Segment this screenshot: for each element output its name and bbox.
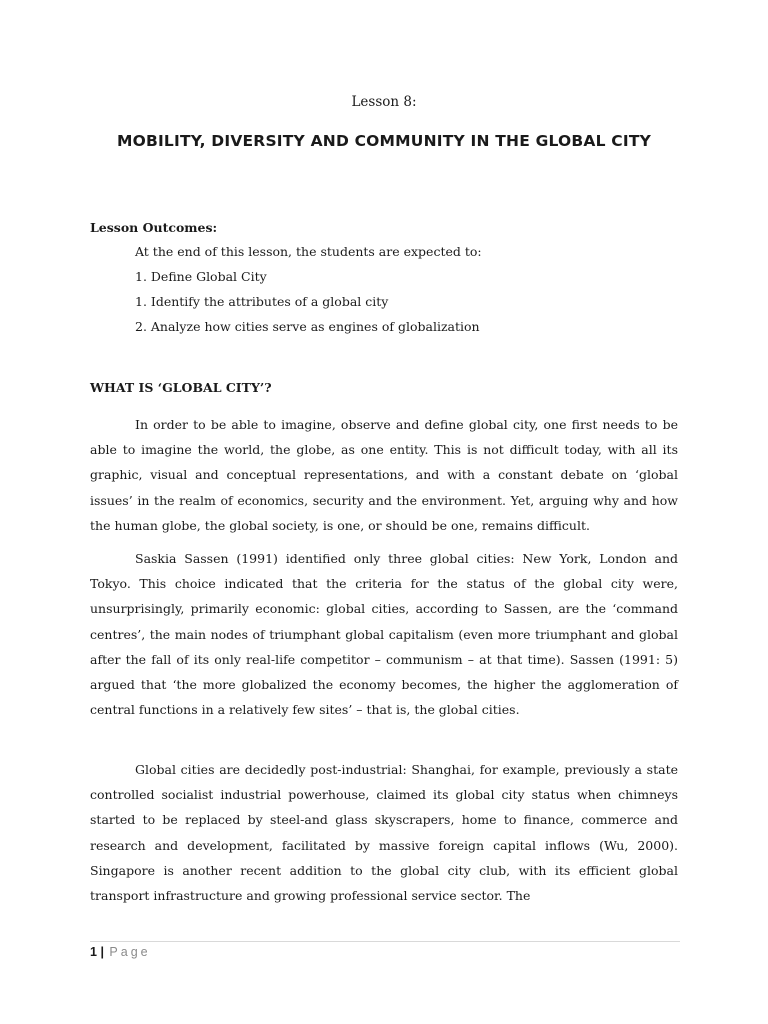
page-label: Page <box>109 945 151 959</box>
page-separator: | <box>100 945 104 959</box>
outcome-item: 2. Analyze how cities serve as engines of globalization <box>135 319 480 334</box>
lesson-number: Lesson 8: <box>351 94 417 110</box>
outcome-item: 1. Identify the attributes of a global city <box>135 294 389 309</box>
section-heading: WHAT IS ‘GLOBAL CITY’? <box>90 380 272 395</box>
body-paragraph: Global cities are decidedly post-industrial: Shanghai, for example, previously a state controlled socialist industrial powerhouse, claimed its global city status when chimneys started to be replaced by steel-and glass skyscrapers, home to finance, commerce and research and development, facilitated by massive foreign capital inflows (Wu, 2000). Singapore is another recent addition to the global city club, with its efficient global transport infrastructure and growing professional service sector. The <box>90 762 678 904</box>
outcomes-intro: At the end of this lesson, the students are expected to: <box>135 244 482 259</box>
outcome-item: 1. Define Global City <box>135 269 267 284</box>
lesson-title: MOBILITY, DIVERSITY AND COMMUNITY IN THE GLOBAL CITY <box>116 132 652 150</box>
body-paragraph: Saskia Sassen (1991) identified only three global cities: New York, London and Tokyo. This choice indicated that the criteria for the status of the global city were, unsurprisingly, primarily economic: global cities, according to Sassen, are the ‘command centres’, the main nodes of triumphant global capitalism (even more triumphant and global after the fall of its only real-life competitor – communism – at that time). Sassen (1991: 5) argued that ‘the more globalized the economy becomes, the higher the agglomeration of central functions in a relatively few sites’ – that is, the global cities. <box>90 551 678 718</box>
body-paragraph: In order to be able to imagine, observe and define global city, one first needs to be able to imagine the world, the globe, as one entity. This is not difficult today, with all its graphic, visual and conceptual representations, and with a constant debate on ‘global issues’ in the realm of economics, security and the environment. Yet, arguing why and how the human globe, the global society, is one, or should be one, remains difficult. <box>90 417 678 533</box>
outcomes-heading: Lesson Outcomes: <box>90 220 218 235</box>
page-footer <box>90 944 151 960</box>
page-number: 1 <box>90 945 97 959</box>
footer-divider <box>90 941 680 942</box>
outcomes-list <box>135 243 482 343</box>
